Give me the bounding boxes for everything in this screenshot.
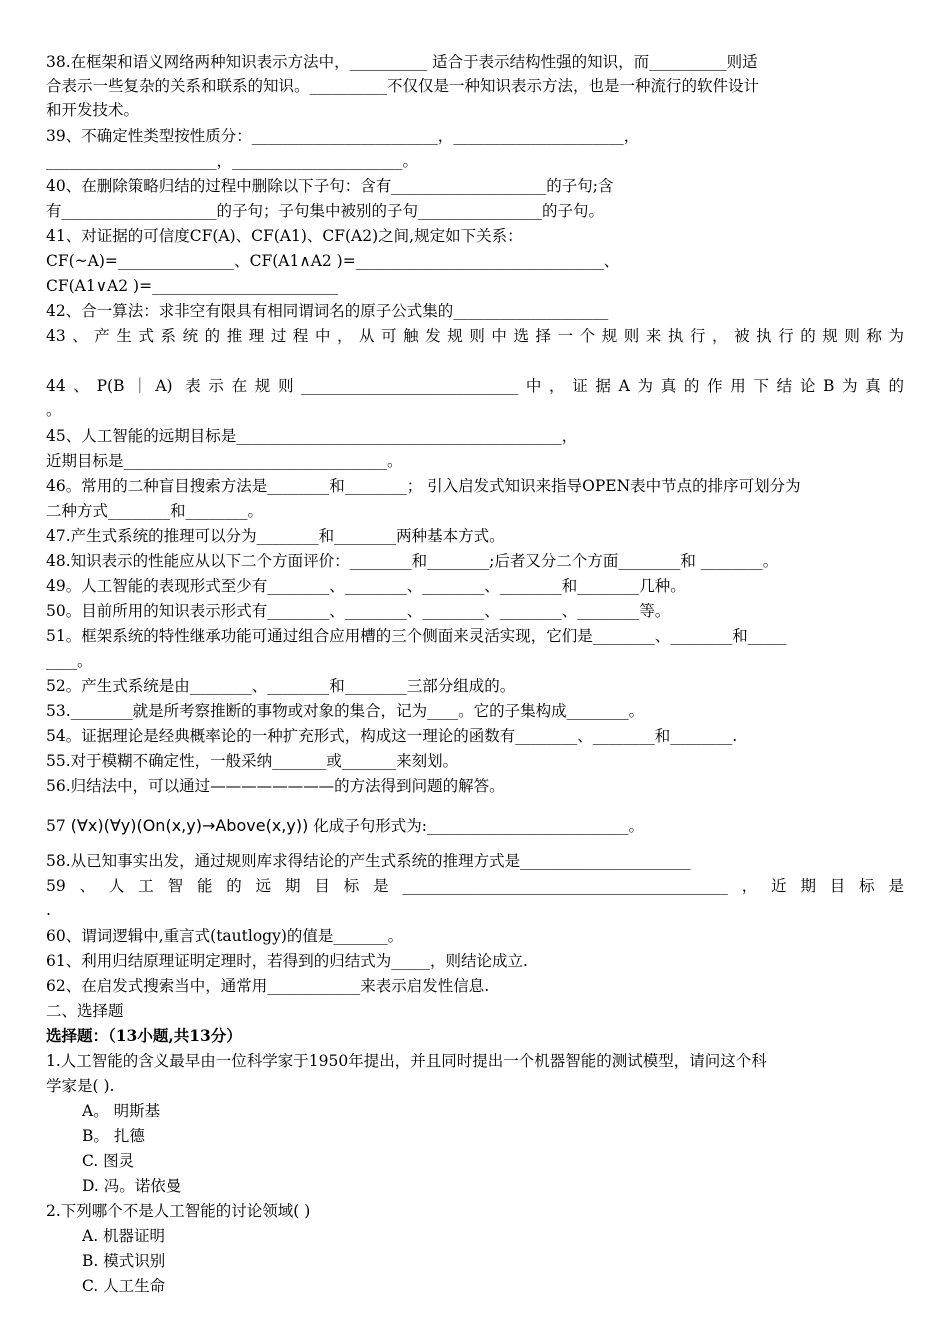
- q48-line: 48.知识表示的性能应从以下二个方面评价：________和________;后者又分二个方面________和 ________。: [46, 552, 779, 570]
- q61-line: 61、利用归结原理证明定理时，若得到的归结式为_____，则结论成立.: [46, 952, 528, 970]
- q57-formula: (∀x)(∀y)(On(x,y)→Above(x,y)): [70, 816, 309, 835]
- section-heading: 二、选择题: [46, 1002, 124, 1020]
- q57-line: [46, 816, 904, 836]
- mc1-line1: 1.人工智能的含义最早由一位科学家于1950年提出，并且同时提出一个机器智能的测试模型，请问这个科: [46, 1052, 767, 1070]
- mc1-option-a: A。 明斯基: [82, 1102, 161, 1120]
- q46-line2: 二种方式________和________。: [46, 502, 264, 520]
- mc1-option-d: D. 冯。诺依曼: [82, 1177, 182, 1195]
- q62-line: 62、在启发式搜索当中，通常用____________来表示启发性信息.: [46, 977, 490, 995]
- q58-line: 58.从已知事实出发，通过规则库求得结论的产生式系统的推理方式是______________________: [46, 852, 691, 870]
- q51-line2: ____。: [46, 652, 93, 670]
- q49-line: 49。人工智能的表现形式至少有________、________、________、________和________几种。: [46, 577, 686, 595]
- q57-number: 57: [46, 817, 66, 835]
- q38-line2: 合表示一些复杂的关系和联系的知识。__________不仅仅是一种知识表示方法，也是一种流行的软件设计: [46, 77, 760, 95]
- q38-line1: 38.在框架和语义网络两种知识表示方法中，__________ 适合于表示结构性强的知识，而__________则适: [46, 53, 758, 71]
- q41-line2: CF(~A)=_______________、CF(A1∧A2 )=________________________________、: [46, 252, 620, 270]
- q41-line1: 41、对证据的可信度CF(A)、CF(A1)、CF(A2)之间,规定如下关系：: [46, 227, 523, 245]
- q39-line1: 39、不确定性类型按性质分：________________________，______________________，: [46, 127, 640, 145]
- q46-line1: 46。常用的二种盲目搜索方法是________和________； 引入启发式知识来指导OPEN表中节点的排序可划分为: [46, 477, 801, 495]
- q54-line: 54。证据理论是经典概率论的一种扩充形式，构成这一理论的函数有________、________和________.: [46, 727, 738, 745]
- q39-line2: ______________________，______________________。: [46, 152, 419, 170]
- q57-text: 化成子句形式为:__________________________。: [313, 817, 644, 835]
- q59-line2: .: [46, 901, 51, 919]
- q59-line1: 59、人工智能的远期目标是__________________________________________，近期目标是: [46, 877, 904, 895]
- q52-line: 52。产生式系统是由________、________和________三部分组成的。: [46, 677, 516, 695]
- q40-line2: 有____________________的子句；子句集中被别的子句________________的子句。: [46, 202, 605, 220]
- q53-line: 53.________就是所考察推断的事物或对象的集合，记为____。它的子集构成________。: [46, 702, 645, 720]
- mc2-option-a: A. 机器证明: [82, 1227, 166, 1245]
- mc2-option-c: C. 人工生命: [82, 1277, 166, 1295]
- q56-line: 56.归结法中，可以通过————————的方法得到问题的解答。: [46, 777, 505, 795]
- mc1-line2: 学家是( ).: [46, 1077, 115, 1095]
- mc2-line: 2.下列哪个不是人工智能的讨论领域( ): [46, 1202, 311, 1220]
- q40-line1: 40、在删除策略归结的过程中删除以下子句：含有____________________的子句;含: [46, 177, 614, 195]
- q44-line2: 。: [46, 401, 62, 419]
- q38-line3: 和开发技术。: [46, 101, 140, 119]
- q50-line: 50。目前所用的知识表示形式有________、________、________、________、________等。: [46, 602, 671, 620]
- q45-line1: 45、人工智能的远期目标是__________________________________________，: [46, 427, 578, 445]
- q44-line1: 44、P(B｜A) 表示在规则____________________________中，证据A为真的作用下结论B为真的: [46, 377, 904, 395]
- q42-line: 42、合一算法：求非空有限具有相同谓词名的原子公式集的____________________: [46, 302, 609, 320]
- choice-heading: 选择题：（13小题,共13分）: [46, 1026, 242, 1045]
- mc2-option-b: B. 模式识别: [82, 1252, 166, 1270]
- mc1-option-b: B。 扎德: [82, 1127, 145, 1145]
- q43-line: 43、产生式系统的推理过程中，从可触发规则中选择一个规则来执行，被执行的规则称为: [46, 327, 904, 345]
- mc1-option-c: C. 图灵: [82, 1152, 135, 1170]
- q55-line: 55.对于模糊不确定性，一般采纳_______或_______来刻划。: [46, 752, 459, 770]
- q60-line: 60、谓词逻辑中,重言式(tautlogy)的值是_______。: [46, 927, 404, 945]
- q45-line2: 近期目标是__________________________________。: [46, 452, 403, 470]
- q51-line1: 51。框架系统的特性继承功能可通过组合应用槽的三个侧面来灵活实现，它们是________、________和_____: [46, 627, 787, 645]
- q41-line3: CF(A1∨A2 )=________________________: [46, 277, 339, 295]
- q47-line: 47.产生式系统的推理可以分为________和________两种基本方式。: [46, 527, 505, 545]
